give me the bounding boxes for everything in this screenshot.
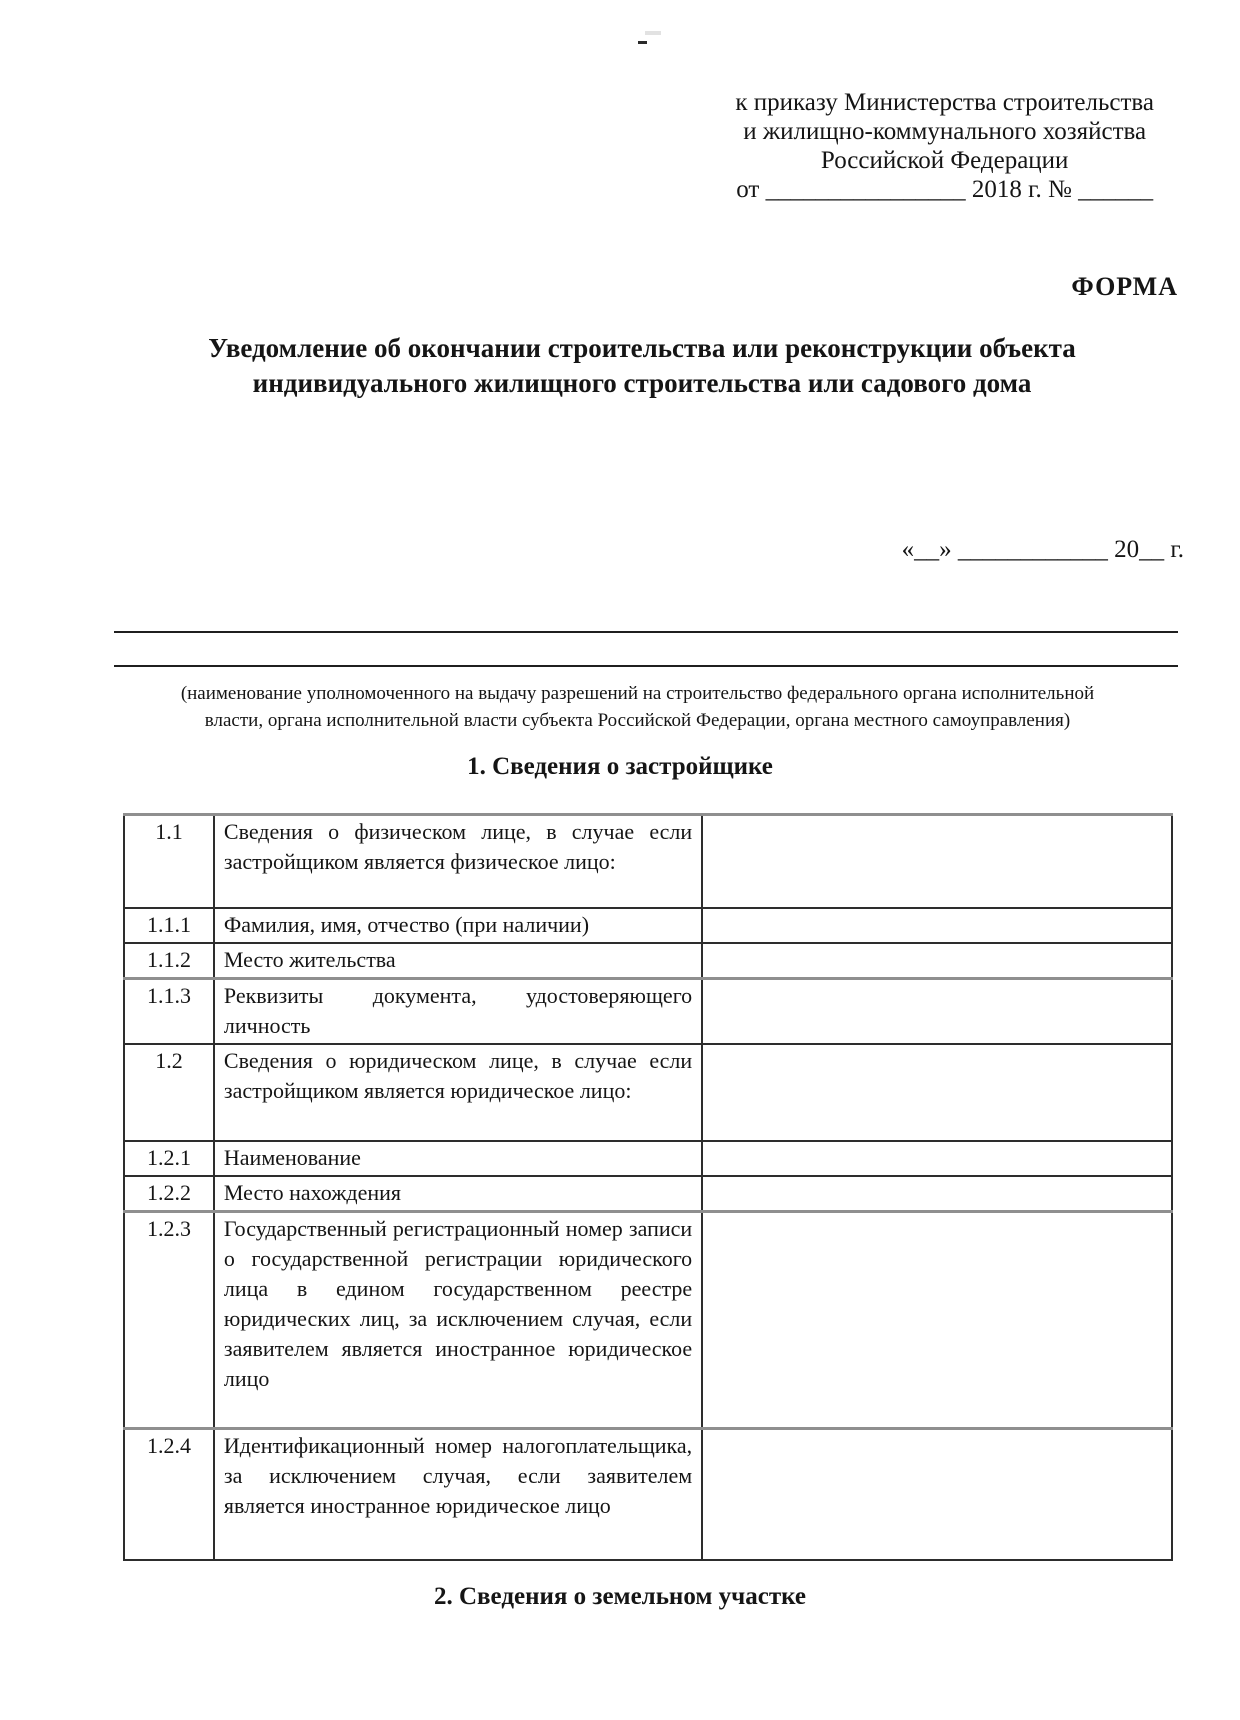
section-1-heading: 1. Сведения о застройщике: [467, 753, 773, 780]
authority-caption: [105, 680, 1170, 734]
annex-reference-block: [735, 88, 1154, 204]
row-number-cell: 1.2: [124, 1044, 214, 1141]
document-title: [110, 331, 1174, 401]
row-value-cell: [702, 1429, 1172, 1561]
row-number-cell: 1.1.3: [124, 979, 214, 1045]
table-row: [124, 979, 1172, 1045]
row-number-cell: 1.2.3: [124, 1212, 214, 1429]
row-number-cell: 1.1: [124, 815, 214, 909]
row-number-cell: 1.2.1: [124, 1141, 214, 1176]
row-label-cell: Место нахождения: [214, 1176, 702, 1212]
authority-name-blank-line-1: [114, 631, 1178, 633]
annex-date-number-line: от ________________ 2018 г. № ______: [736, 176, 1154, 203]
row-value-cell: [702, 943, 1172, 979]
row-label-cell: Место жительства: [214, 943, 702, 979]
row-label-cell: Наименование: [214, 1141, 702, 1176]
authority-caption-line-2: власти, органа исполнительной власти субъекта Российской Федерации, органа местного самоуправления): [204, 710, 1071, 731]
document-title-line-2: индивидуального жилищного строительства или садового дома: [252, 368, 1032, 398]
authority-name-blank-line-2: [114, 665, 1178, 667]
row-value-cell: [702, 1044, 1172, 1141]
table-row: [124, 815, 1172, 909]
scan-artifact-dot: [638, 41, 647, 44]
row-label-cell: Идентификационный номер налогоплательщика, за исключением случая, если заявителем является иностранное юридическое лицо: [214, 1429, 702, 1561]
row-value-cell: [702, 979, 1172, 1045]
annex-line: и жилищно-коммунального хозяйства: [743, 118, 1147, 145]
table-row: [124, 1212, 1172, 1429]
row-value-cell: [702, 1176, 1172, 1212]
developer-info-table: [123, 813, 1173, 1561]
table-row: [124, 1044, 1172, 1141]
scan-artifact-smudge: [645, 31, 661, 35]
annex-line: Российской Федерации: [820, 147, 1069, 174]
table-row: [124, 943, 1172, 979]
form-label: ФОРМА: [1071, 272, 1178, 301]
row-label-cell: Реквизиты документа, удостоверяющего личность: [214, 979, 702, 1045]
annex-line: к приказу Министерства строительства: [735, 89, 1154, 116]
row-value-cell: [702, 1212, 1172, 1429]
row-number-cell: 1.2.4: [124, 1429, 214, 1561]
notification-date-blank: «__» ____________ 20__ г.: [901, 536, 1184, 563]
table-row: [124, 908, 1172, 943]
row-number-cell: 1.1.1: [124, 908, 214, 943]
table-row: [124, 1176, 1172, 1212]
table-row: [124, 1429, 1172, 1561]
row-label-cell: Сведения о физическом лице, в случае если застройщиком является физическое лицо:: [214, 815, 702, 909]
authority-caption-line-1: (наименование уполномоченного на выдачу разрешений на строительство федерального органа исполнительной: [180, 683, 1095, 704]
row-value-cell: [702, 1141, 1172, 1176]
row-number-cell: 1.1.2: [124, 943, 214, 979]
table-row: [124, 1141, 1172, 1176]
row-label-cell: Сведения о юридическом лице, в случае если застройщиком является юридическое лицо:: [214, 1044, 702, 1141]
row-value-cell: [702, 908, 1172, 943]
section-2-heading: 2. Сведения о земельном участке: [434, 1583, 806, 1610]
document-title-line-1: Уведомление об окончании строительства или реконструкции объекта: [208, 333, 1076, 363]
row-label-cell: Государственный регистрационный номер записи о государственной регистрации юридического лица в едином государственном реестре юридических лиц, за исключением случая, если заявителем является иностранное юридическое лицо: [214, 1212, 702, 1429]
row-number-cell: 1.2.2: [124, 1176, 214, 1212]
row-label-cell: Фамилия, имя, отчество (при наличии): [214, 908, 702, 943]
row-value-cell: [702, 815, 1172, 909]
